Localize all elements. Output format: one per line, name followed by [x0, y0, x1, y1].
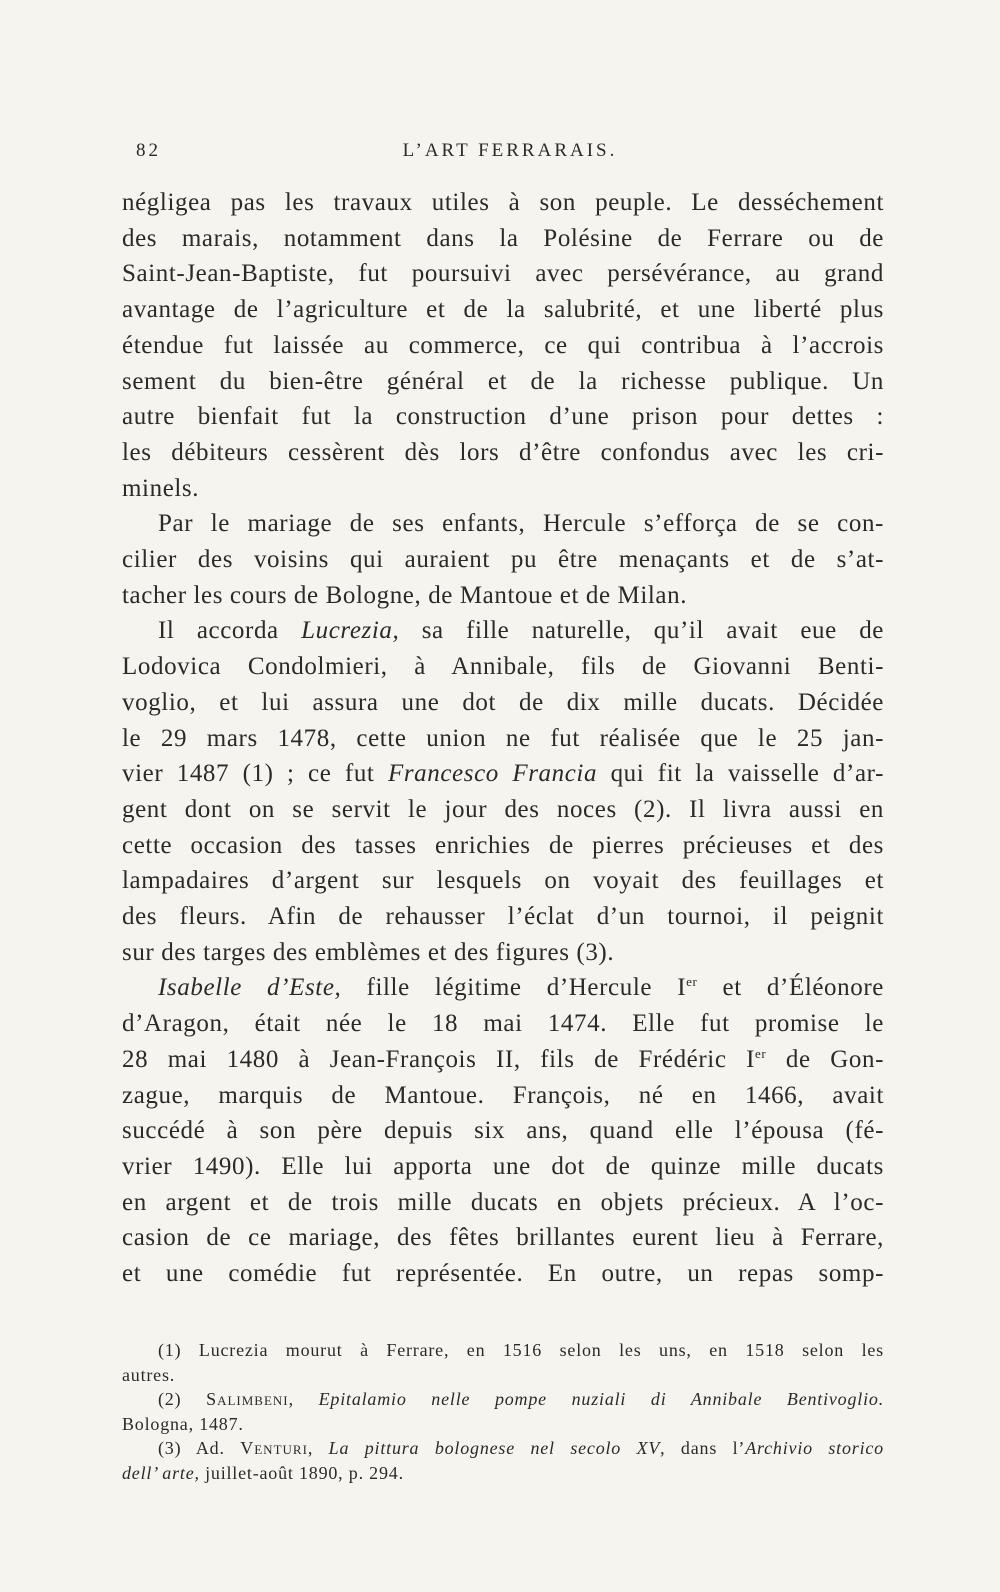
- text-line: des fleurs. Afin de rehausser l’éclat d’un tournoi, il peignit: [122, 903, 884, 931]
- text-line: voglio, et lui assura une dot de dix mille ducats. Décidée: [122, 688, 884, 716]
- italic-name: Lucrezia,: [301, 617, 400, 645]
- italic-name: Isabelle d’Este,: [158, 974, 342, 1002]
- footnote-2-cont: Bologna, 1487.: [122, 1413, 244, 1434]
- text-line: sur des targes des emblèmes et des figures (3).: [122, 938, 615, 966]
- main-text: [122, 185, 884, 1292]
- text-run: fille légitime d’Hercule I: [341, 974, 687, 1002]
- text-line: le 29 mars 1478, cette union ne fut réalisée que le 25 jan-: [122, 724, 884, 752]
- text-line: [122, 756, 884, 792]
- journal-title: dell’ arte,: [122, 1462, 200, 1483]
- text-line: en argent et de trois mille ducats en objets précieux. A l’oc-: [122, 1188, 884, 1216]
- text-run: 28 mai 1480 à Jean-François II, fils de Frédéric I: [122, 1045, 756, 1073]
- work-title: Epitalamio nelle pompe nuziali di Annibale Bentivoglio.: [318, 1389, 884, 1409]
- running-title: L’ART FERRARAIS.: [402, 140, 618, 161]
- work-title: La pittura bolognese nel secolo XV: [328, 1438, 661, 1458]
- superscript: er: [755, 1045, 767, 1061]
- text-run: qui fit la vaisselle d’ar-: [597, 760, 885, 788]
- journal-title: Archivio storico: [745, 1438, 884, 1458]
- text-line: Lodovica Condolmieri, à Annibale, fils de Giovanni Benti-: [122, 653, 884, 681]
- text-line: cilier des voisins qui auraient pu être menaçants et de s’at-: [122, 546, 884, 574]
- text-run: (3) Ad.: [158, 1438, 241, 1458]
- superscript: er: [686, 974, 698, 990]
- text-line: zague, marquis de Mantoue. François, né en 1466, avait: [122, 1081, 884, 1109]
- text-line: négligea pas les travaux utiles à son peuple. Le desséchement: [122, 189, 884, 216]
- text-run: et d’Éléonore: [697, 974, 884, 1002]
- text-line: autre bienfait fut la construction d’une prison pour dettes :: [122, 403, 884, 431]
- text-run: juillet-août 1890, p. 294.: [199, 1462, 404, 1483]
- text-line: sement du bien-être général et de la richesse publique. Un: [122, 367, 884, 395]
- text-line: et une comédie fut représentée. En outre, un repas somp-: [122, 1260, 884, 1288]
- italic-name: Francesco Francia: [387, 760, 598, 788]
- text-line: casion de ce mariage, des fêtes brillantes eurent lieu à Ferrare,: [122, 1224, 884, 1252]
- text-run: ,: [288, 1389, 319, 1409]
- text-line: avantage de l’agriculture et de la salubrité, et une liberté plus: [122, 296, 884, 324]
- footnote-3-cont: [122, 1461, 884, 1486]
- footnote-1-cont: autres.: [122, 1364, 176, 1385]
- text-line: [122, 613, 884, 649]
- text-run: , dans l’: [660, 1438, 746, 1458]
- text-line: minels.: [122, 474, 200, 502]
- footnote-1: (1) Lucrezia mourut à Ferrare, en 1516 selon les uns, en 1518 selon les: [158, 1340, 884, 1360]
- text-run: Il accorda: [158, 617, 302, 645]
- text-run: vier 1487 (1) ; ce fut: [122, 760, 388, 788]
- text-line: Par le mariage de ses enfants, Hercule s’efforça de se con-: [158, 510, 884, 538]
- text-line: cette occasion des tasses enrichies de pierres précieuses et des: [122, 831, 884, 859]
- author-name: Venturi: [240, 1438, 308, 1458]
- text-line: d’Aragon, était née le 18 mai 1474. Elle fut promise le: [122, 1010, 884, 1038]
- text-run: sa fille naturelle, qu’il avait eue de: [399, 617, 884, 645]
- text-line: [122, 1042, 884, 1078]
- text-line: des marais, notamment dans la Polésine de Ferrare ou de: [122, 224, 884, 252]
- text-line: Saint-Jean-Baptiste, fut poursuivi avec persévérance, au grand: [122, 260, 884, 288]
- author-name: Salimbeni: [206, 1389, 289, 1409]
- text-line: étendue fut laissée au commerce, ce qui contribua à l’accrois: [122, 331, 884, 359]
- footnote-2: [122, 1387, 884, 1412]
- text-line: tacher les cours de Bologne, de Mantoue et de Milan.: [122, 581, 688, 609]
- footnote-3: [122, 1436, 884, 1461]
- footnotes: [122, 1338, 884, 1485]
- text-line: lampadaires d’argent sur lesquels on voyait des feuillages et: [122, 867, 884, 895]
- page-number: 82: [136, 140, 161, 161]
- text-line: [122, 970, 884, 1006]
- text-run: (2): [158, 1389, 207, 1409]
- text-run: de Gon-: [766, 1045, 884, 1073]
- text-line: vrier 1490). Elle lui apporta une dot de quinze mille ducats: [122, 1152, 884, 1180]
- text-line: succédé à son père depuis six ans, quand elle l’épousa (fé-: [122, 1117, 884, 1145]
- text-line: gent dont on se servit le jour des noces (2). Il livra aussi en: [122, 795, 884, 823]
- text-line: les débiteurs cessèrent dès lors d’être confondus avec les cri-: [122, 438, 884, 466]
- text-run: ,: [307, 1438, 329, 1458]
